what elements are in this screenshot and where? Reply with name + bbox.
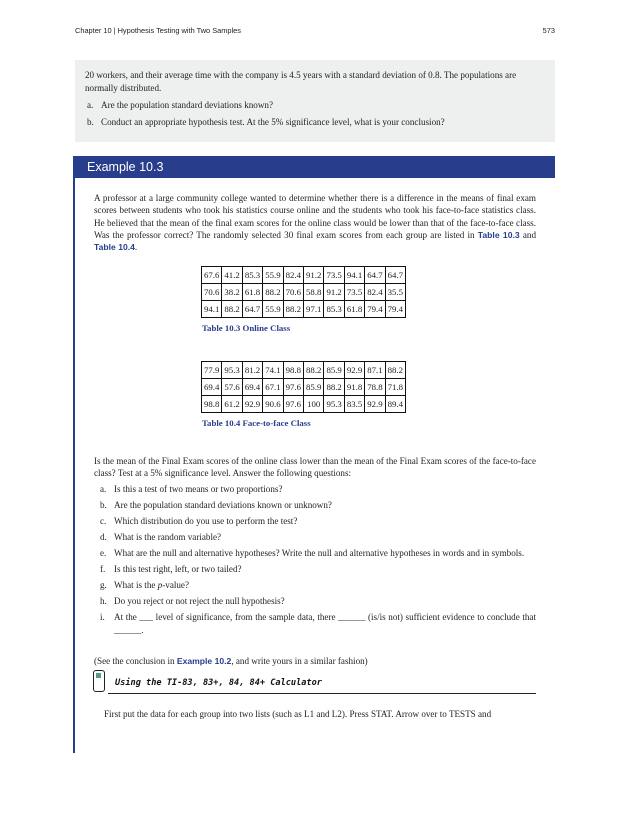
- table-cell: 71.8: [385, 379, 405, 396]
- table-cell: 94.1: [344, 267, 364, 284]
- table-cell: 41.2: [222, 267, 242, 284]
- list-item: [94, 563, 536, 575]
- table-cell: 85.3: [242, 267, 262, 284]
- table-cell: 87.1: [365, 362, 385, 379]
- list-text: What is the random variable?: [114, 531, 222, 542]
- example-10-2-link[interactable]: Example 10.2: [176, 656, 232, 666]
- list-marker: e.: [100, 547, 107, 558]
- example-intro-text: A professor at a large community college wanted to determine whether there is a difference in the means of final exam scores between students who took his statistics course online and the students who took his face-to-face statistics class. He believed that the mean of the final exam scores for the online class would be lower than that of the face-to-face class. Was the professor correct? The randomly selected 30 final exam scores from each group are listed in: [94, 193, 536, 240]
- table-cell: 97.6: [283, 396, 303, 413]
- table-cell: 77.9: [202, 362, 222, 379]
- table-cell: 67.6: [202, 267, 222, 284]
- list-text: What are the null and alternative hypotheses? Write the null and alternative hypotheses in words and in symbols.: [114, 547, 525, 558]
- list-marker: f.: [100, 564, 106, 575]
- table-cell: 88.2: [263, 284, 283, 301]
- list-text: Do you reject or not reject the null hypothesis?: [114, 596, 285, 607]
- table-cell: 92.9: [344, 362, 364, 379]
- list-item: [85, 116, 545, 129]
- example-intro: [94, 192, 536, 253]
- table-cell: 73.5: [344, 284, 364, 301]
- table-cell: 58.8: [304, 284, 324, 301]
- exercise-intro: 20 workers, and their average time with the company is 4.5 years with a standard deviation of 0.8. The populations are normally distributed.: [85, 70, 517, 93]
- table-cell: 83.5: [344, 396, 364, 413]
- list-item: [94, 547, 536, 559]
- table-cell: 85.3: [324, 301, 344, 318]
- table-cell: 92.9: [242, 396, 262, 413]
- list-marker: d.: [100, 531, 107, 542]
- see-conclusion: [94, 656, 368, 666]
- list-item: [94, 579, 536, 591]
- list-text: What is the: [114, 580, 158, 591]
- table-cell: 38.2: [222, 284, 242, 301]
- table-row: [202, 301, 406, 318]
- see-after: , and write yours in a similar fashion): [231, 656, 368, 666]
- table-cell: 88.2: [385, 362, 405, 379]
- list-marker: b.: [100, 499, 107, 510]
- list-item: [94, 611, 536, 636]
- list-marker: a.: [87, 100, 94, 110]
- table-cell: 88.2: [304, 362, 324, 379]
- table-row: [202, 379, 406, 396]
- list-text: Is this test right, left, or two tailed?: [114, 564, 242, 575]
- table-cell: 94.1: [202, 301, 222, 318]
- table-f2f-caption: Table 10.4 Face-to-face Class: [202, 418, 311, 428]
- table-cell: 64.7: [385, 267, 405, 284]
- calculator-title: Using the TI-83, 83+, 84, 84+ Calculator: [115, 678, 322, 688]
- table-cell: 64.7: [365, 267, 385, 284]
- page-number: 573: [542, 26, 555, 35]
- table-cell: 90.6: [263, 396, 283, 413]
- calculator-icon: [93, 670, 105, 692]
- calculator-screen: [96, 673, 101, 678]
- running-header: [75, 26, 555, 35]
- table-cell: 91.2: [304, 267, 324, 284]
- table-cell: 79.4: [385, 301, 405, 318]
- table-online-class: [201, 266, 406, 318]
- questions-list: [94, 483, 536, 636]
- example-title: Example 10.3: [75, 156, 555, 178]
- table-10-4-link[interactable]: Table 10.4: [94, 242, 135, 253]
- chapter-title: Chapter 10 | Hypothesis Testing with Two Samples: [75, 26, 241, 35]
- table-cell: 61.2: [222, 396, 242, 413]
- table-cell: 55.9: [263, 267, 283, 284]
- calculator-text: First put the data for each group into two lists (such as L1 and L2). Press STAT. Arrow over to TESTS and: [104, 709, 492, 719]
- list-item: [94, 531, 536, 543]
- table-cell: 98.8: [283, 362, 303, 379]
- table-cell: 88.2: [324, 379, 344, 396]
- table-cell: 89.4: [385, 396, 405, 413]
- calculator-divider: [108, 693, 536, 694]
- example-left-rule: [73, 156, 75, 753]
- list-text: Is this a test of two means or two proportions?: [114, 483, 283, 494]
- and-text: and: [522, 229, 536, 240]
- table-cell: 85.9: [304, 379, 324, 396]
- table-cell: 73.5: [324, 267, 344, 284]
- table-cell: 85.9: [324, 362, 344, 379]
- table-cell: 70.6: [202, 284, 222, 301]
- exercise-list: [85, 99, 545, 129]
- table-cell: 95.3: [324, 396, 344, 413]
- table-cell: 57.6: [222, 379, 242, 396]
- list-item: [94, 595, 536, 607]
- list-marker: g.: [100, 580, 107, 591]
- table-cell: 67.1: [263, 379, 283, 396]
- table-row: [202, 362, 406, 379]
- table-cell: 88.2: [222, 301, 242, 318]
- exercise-box: [75, 60, 555, 142]
- questions-intro: Is the mean of the Final Exam scores of the online class lower than the mean of the Final Exam scores of the face-to-face class? Test at a 5% significance level. Answer the following questions:: [94, 456, 536, 479]
- list-item: [94, 515, 536, 527]
- list-text: -value?: [162, 580, 190, 591]
- table-10-3-link[interactable]: Table 10.3: [477, 229, 520, 240]
- list-marker: a.: [100, 483, 107, 494]
- table-face-to-face-class: [201, 361, 406, 413]
- table-row: [202, 396, 406, 413]
- list-text: Which distribution do you use to perform the test?: [114, 515, 298, 526]
- table-row: [202, 284, 406, 301]
- list-text: Are the population standard deviations known or unknown?: [114, 499, 332, 510]
- list-text: Are the population standard deviations known?: [101, 100, 273, 110]
- p-variable: p: [157, 580, 163, 591]
- list-marker: b.: [87, 117, 94, 127]
- table-cell: 82.4: [365, 284, 385, 301]
- table-cell: 35.5: [385, 284, 405, 301]
- table-cell: 69.4: [202, 379, 222, 396]
- table-cell: 55.9: [263, 301, 283, 318]
- table-cell: 64.7: [242, 301, 262, 318]
- list-item: [94, 483, 536, 495]
- table-cell: 91.2: [324, 284, 344, 301]
- list-marker: h.: [100, 596, 107, 607]
- table-cell: 98.8: [202, 396, 222, 413]
- questions-section: [94, 455, 536, 640]
- table-cell: 78.8: [365, 379, 385, 396]
- period: .: [134, 242, 138, 253]
- see-before: (See the conclusion in: [94, 656, 175, 666]
- list-item: [85, 99, 545, 112]
- list-item: [94, 499, 536, 511]
- table-cell: 91.8: [344, 379, 364, 396]
- list-marker: i.: [100, 612, 105, 623]
- table-cell: 97.6: [283, 379, 303, 396]
- table-cell: 82.4: [283, 267, 303, 284]
- table-cell: 61.8: [242, 284, 262, 301]
- table-cell: 81.2: [242, 362, 262, 379]
- table-cell: 74.1: [263, 362, 283, 379]
- table-cell: 97.1: [304, 301, 324, 318]
- table-online-caption: Table 10.3 Online Class: [202, 323, 291, 333]
- table-cell: 88.2: [283, 301, 303, 318]
- table-cell: 61.8: [344, 301, 364, 318]
- table-cell: 69.4: [242, 379, 262, 396]
- table-cell: 95.3: [222, 362, 242, 379]
- list-marker: c.: [100, 515, 107, 526]
- table-row: [202, 267, 406, 284]
- table-cell: 70.6: [283, 284, 303, 301]
- list-text: Conduct an appropriate hypothesis test. At the 5% significance level, what is your conclusion?: [101, 117, 445, 127]
- table-cell: 92.9: [365, 396, 385, 413]
- table-cell: 100: [304, 396, 324, 413]
- table-cell: 79.4: [365, 301, 385, 318]
- list-text: At the ___ level of significance, from the sample data, there ______ (is/is not) sufficient evidence to conclude that ______.: [114, 612, 536, 635]
